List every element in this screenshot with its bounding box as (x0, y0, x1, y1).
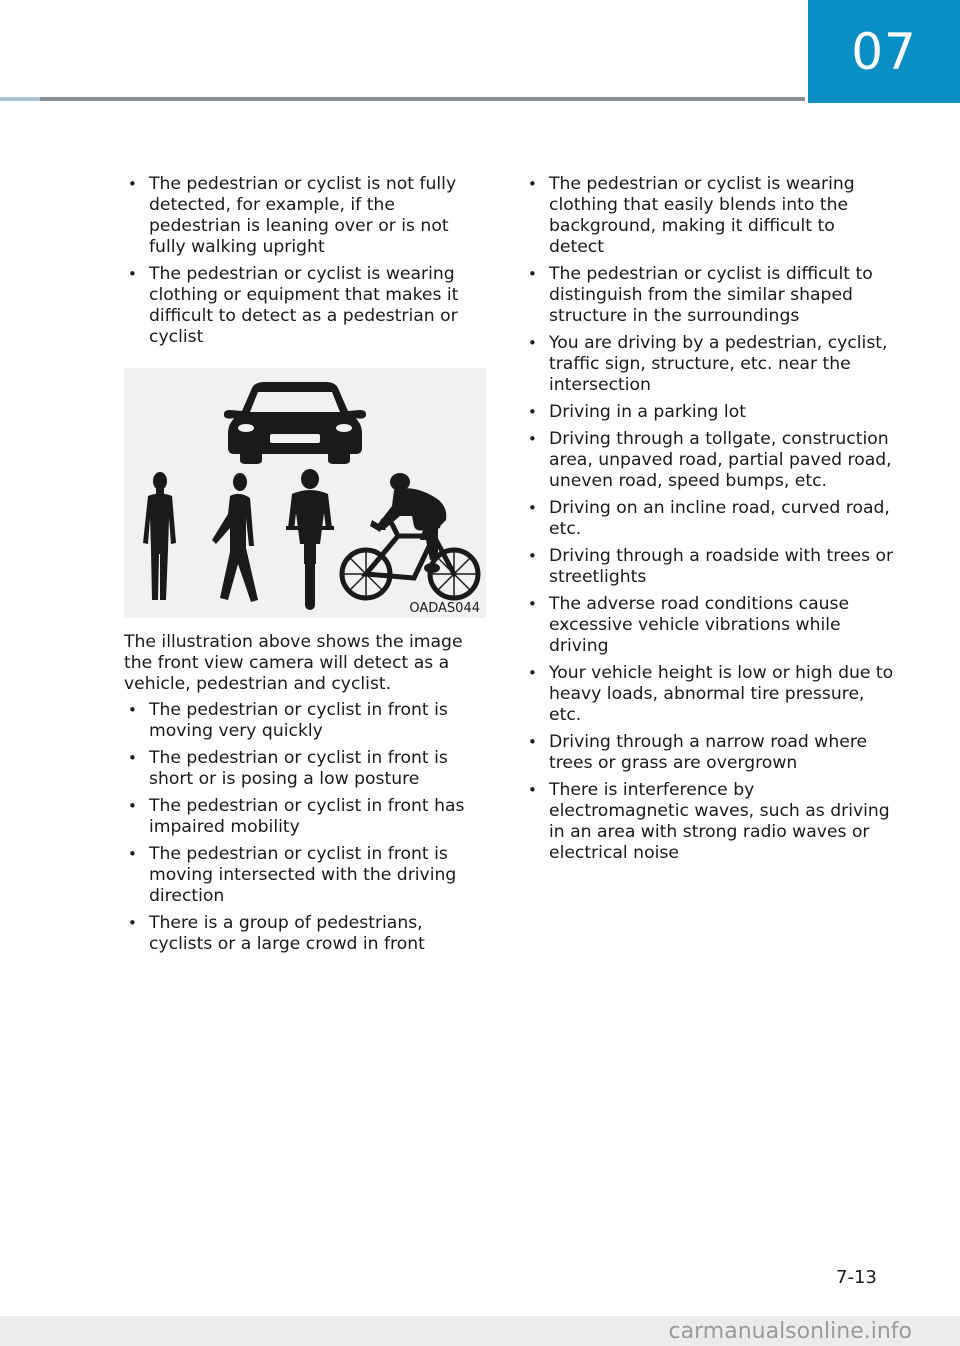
list-item: • The pedestrian or cyclist is wearing clothing that easily blends into the background, making it difficult to detect (524, 174, 894, 258)
bullet-list (524, 174, 894, 864)
list-item: • Driving on an incline road, curved road, etc. (524, 498, 894, 540)
list-item: • The pedestrian or cyclist in front is moving very quickly (124, 700, 490, 742)
list-item: • The pedestrian or cyclist is difficult to distinguish from the similar shaped structure in the surroundings (524, 264, 894, 327)
list-item: • Driving in a parking lot (524, 402, 894, 423)
detection-illustration (124, 368, 486, 618)
list-item: • The pedestrian or cyclist in front has impaired mobility (124, 796, 490, 838)
cyclist-front-icon (286, 469, 334, 610)
header-rule (0, 97, 805, 101)
list-item: • Driving through a tollgate, construction area, unpaved road, partial paved road, uneven road, speed bumps, etc. (524, 429, 894, 492)
right-column (524, 174, 894, 870)
figure-code: OADAS044 (409, 601, 480, 616)
list-item: • The pedestrian or cyclist in front is short or is posing a low posture (124, 748, 490, 790)
bullet-list (124, 700, 490, 955)
left-column-bottom (124, 700, 490, 961)
list-item: • The pedestrian or cyclist in front is moving intersected with the driving direction (124, 844, 490, 907)
watermark: carmanualsonline.info (0, 1316, 960, 1346)
cyclist-side-icon (342, 473, 478, 598)
list-item: • You are driving by a pedestrian, cyclist, traffic sign, structure, etc. near the intersection (524, 333, 894, 396)
list-item: • Your vehicle height is low or high due to heavy loads, abnormal tire pressure, etc. (524, 663, 894, 726)
list-item: • Driving through a roadside with trees or streetlights (524, 546, 894, 588)
list-item: • Driving through a narrow road where trees or grass are overgrown (524, 732, 894, 774)
page-number: 7-13 (836, 1267, 877, 1288)
figure-caption: The illustration above shows the image the front view camera will detect as a vehicle, pedestrian and cyclist. (124, 632, 463, 694)
car-icon (224, 382, 366, 464)
list-item: • There is a group of pedestrians, cyclists or a large crowd in front (124, 913, 490, 955)
list-item: • The adverse road conditions cause excessive vehicle vibrations while driving (524, 594, 894, 657)
walking-pedestrian-icon (212, 473, 258, 602)
header-rule-accent (0, 97, 40, 101)
bullet-list (124, 174, 490, 348)
left-column-top (124, 174, 490, 354)
list-item: • The pedestrian or cyclist is wearing clothing or equipment that makes it difficult to detect as a pedestrian or cyclist (124, 264, 490, 348)
illustration-svg (124, 368, 486, 618)
chapter-tab: 07 (808, 0, 960, 103)
list-item: • There is interference by electromagnetic waves, such as driving in an area with strong radio waves or electrical noise (524, 780, 894, 864)
list-item: • The pedestrian or cyclist is not fully detected, for example, if the pedestrian is leaning over or is not fully walking upright (124, 174, 490, 258)
standing-pedestrian-icon (143, 472, 176, 600)
